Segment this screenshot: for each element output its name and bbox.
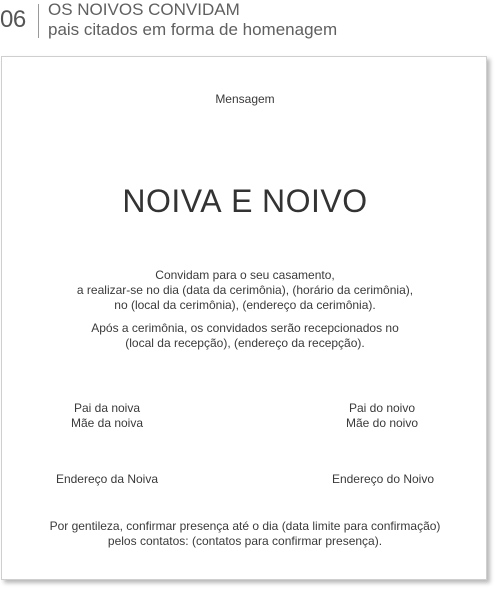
bride-father: Pai da noiva	[73, 401, 141, 415]
rsvp-line: Por gentileza, confirmar presença até o dia (data limite para confirmação)	[49, 519, 441, 533]
bride-name: NOIVA	[122, 183, 223, 219]
template-number: 06	[0, 6, 26, 33]
couple-joiner: E	[231, 183, 253, 219]
bride-parents	[32, 401, 182, 431]
groom-name: NOIVO	[261, 183, 368, 219]
rsvp-line: pelos contatos: (contatos para confirmar presença).	[107, 534, 383, 548]
invitation-text	[2, 268, 488, 313]
template-title: OS NOIVOS CONVIDAM	[48, 0, 240, 19]
message-label: Mensagem	[215, 92, 275, 106]
reception-text	[2, 321, 488, 351]
groom-address: Endereço do Noivo	[331, 472, 435, 486]
reception-line: (local da recepção), (endereço da recepção).	[125, 336, 365, 350]
template-subtitle: pais citados em forma de homenagem	[48, 20, 338, 39]
invite-line: no (local da cerimônia), (endereço da cerimônia).	[114, 298, 376, 312]
bride-mother: Mãe da noiva	[70, 416, 144, 430]
groom-parents	[307, 401, 457, 431]
groom-mother: Mãe do noivo	[345, 416, 419, 430]
bride-address: Endereço da Noiva	[55, 472, 159, 486]
groom-father: Pai do noivo	[348, 401, 416, 415]
couple-names	[2, 182, 488, 220]
invite-line: Convidam para o seu casamento,	[155, 268, 335, 282]
invite-line: a realizar-se no dia (data da cerimônia), (horário da cerimônia),	[76, 283, 414, 297]
invitation-card[interactable]	[1, 56, 487, 580]
rsvp-text	[2, 519, 488, 549]
header-divider	[38, 4, 39, 38]
template-header	[0, 0, 500, 50]
reception-line: Após a cerimônia, os convidados serão recepcionados no	[91, 321, 399, 335]
